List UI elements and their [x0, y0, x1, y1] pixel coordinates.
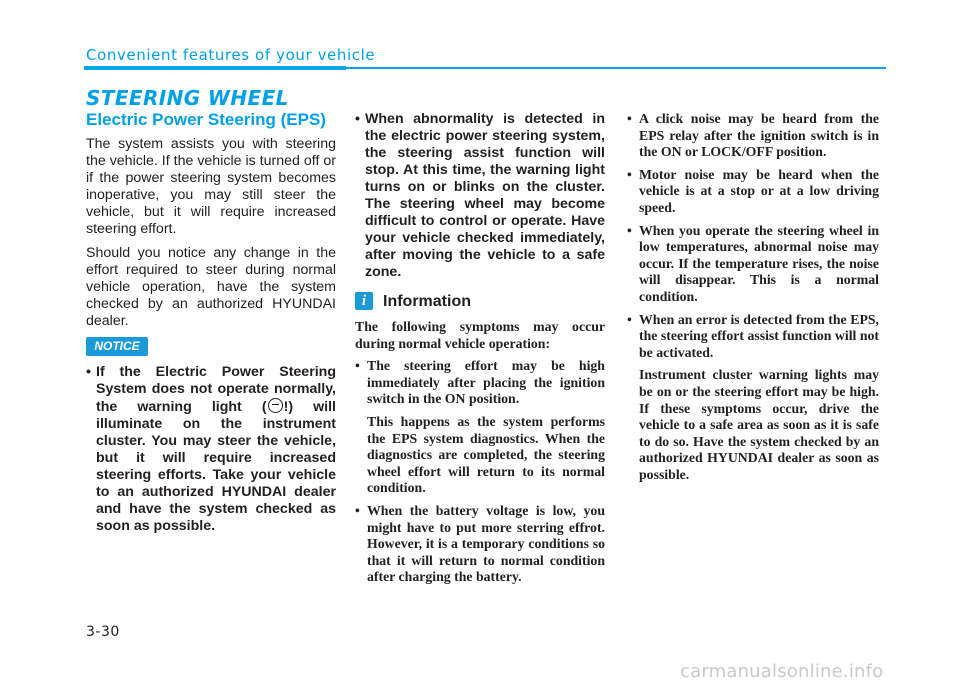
bullet: • — [627, 166, 632, 182]
information-body — [355, 319, 605, 592]
section-subtitle: Electric Power Steering (EPS) — [86, 110, 326, 129]
information-item-text: Motor noise may be heard when the vehicle is at a stop or at a low driving speed. — [639, 166, 879, 215]
information-item — [627, 111, 879, 161]
notice-text: When abnormality is detected in the electric power steering system, the steering assist function will stop. At this time, the warning light turns on or blinks on the cluster. The steering wheel may become difficult to control or operate. Have your vehicle checked immediately, after moving the vehicle to a safe zone. — [365, 111, 605, 280]
notice-item — [355, 111, 605, 281]
information-item-text: A click noise may be heard from the EPS relay after the ignition switch is in the ON or LOCK/OFF position. — [639, 111, 879, 160]
bullet: • — [627, 111, 632, 126]
notice-badge: NOTICE — [86, 337, 148, 356]
intro-paragraph: Should you notice any change in the effort required to steer during normal vehicle operation, have the system checked by an authorized HYUNDAI dealer. — [86, 245, 336, 329]
chapter-title: STEERING WHEEL — [86, 86, 289, 110]
information-item — [355, 358, 605, 497]
information-title: Information — [383, 293, 471, 310]
information-body-continued — [627, 111, 879, 489]
page-number: 3-30 — [86, 624, 120, 640]
information-item — [627, 312, 879, 484]
intro-paragraph: The system assists you with steering the vehicle. If the vehicle is turned off or if the power steering system becomes inoperative, you may still steer the vehicle, but it will require increased steering effort. — [86, 136, 336, 237]
info-icon: i — [355, 292, 373, 310]
section-header: Convenient features of your vehicle — [86, 46, 376, 64]
notice-list — [86, 364, 336, 541]
steering-warning-icon — [268, 398, 283, 413]
information-item-text: When the battery voltage is low, you might have to put more sterring effrot. However, it is a temporary conditions so that it will return to normal condition after charging the battery. — [367, 502, 605, 585]
header-accent-bar — [84, 66, 346, 70]
header-rule — [346, 67, 886, 69]
warning-mark: ! — [283, 399, 289, 415]
information-item — [627, 223, 879, 306]
bullet: • — [627, 222, 632, 238]
information-item — [627, 167, 879, 217]
notice-list-continued — [355, 111, 605, 287]
information-intro: The following symptoms may occur during normal vehicle operation: — [355, 319, 605, 351]
information-item-text: When you operate the steering wheel in low temperatures, abnormal noise may occur. If the temperature rises, the noise will disappear. This is a normal condition. — [639, 222, 879, 304]
bullet: • — [627, 311, 632, 327]
information-item-extra: This happens as the system performs the EPS system diagnostics. When the diagnostics are completed, the steering wheel effort will return to its normal condition. — [367, 413, 605, 496]
information-item-text: The steering effort may be high immediately after placing the ignition switch in the ON position. — [367, 358, 605, 407]
information-item — [355, 503, 605, 586]
notice-text-part: If the Electric Power Steering System does not operate normally, the warning light ( — [96, 364, 336, 415]
bullet: • — [355, 502, 360, 518]
intro-text — [86, 136, 336, 337]
bullet: • — [86, 364, 91, 380]
information-item-text: When an error is detected from the EPS, the steering effort assist function will not be activated. — [639, 311, 879, 360]
information-item-extra: Instrument cluster warning lights may be on or the steering effort may be high. If these symptoms occur, drive the vehicle to a safe area as soon as it is safe to do so. Have the system checked by an authorized HYUNDAI dealer as soon as possible. — [639, 367, 879, 482]
notice-text-part: ) will illuminate on the instrument cluster. You may steer the vehicle, but it will require increased steering efforts. Take your vehicle to an authorized HYUNDAI dealer and have the system checked as soon as possible. — [96, 399, 336, 534]
watermark: carmanualsonline.info — [680, 661, 884, 682]
bullet: • — [355, 358, 360, 374]
bullet: • — [355, 111, 360, 127]
notice-item — [86, 364, 336, 535]
